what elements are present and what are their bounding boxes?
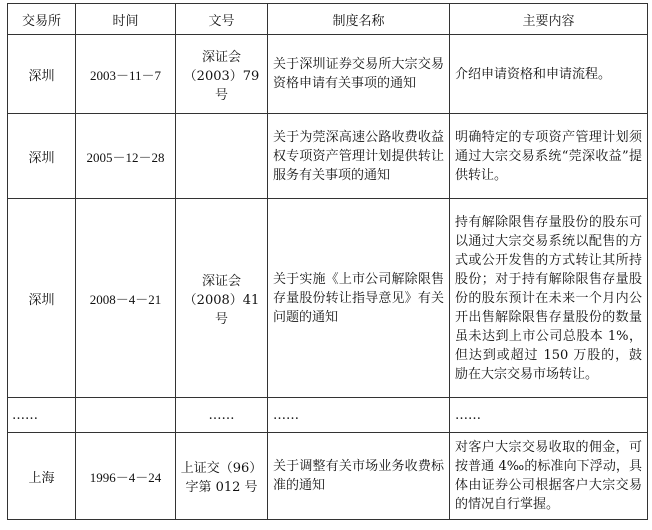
header-date: 时间 xyxy=(76,4,176,35)
table-row xyxy=(8,114,648,199)
main-content-cell: 介绍申请资格和申请流程。 xyxy=(450,35,648,114)
table-row xyxy=(8,398,648,433)
date-cell: 1996－4－24 xyxy=(76,433,176,520)
table-row xyxy=(8,35,648,114)
rule-name-cell: 关于深圳证券交易所大宗交易资格申请有关事项的通知 xyxy=(268,35,450,114)
rule-name-cell: 关于实施《上市公司解除限售存量股份转让指导意见》有关问题的通知 xyxy=(268,199,450,398)
exchange-cell: 深圳 xyxy=(8,199,76,398)
docno-cell xyxy=(176,114,268,199)
rule-name-cell: …… xyxy=(268,398,450,433)
table-header-row xyxy=(8,4,648,35)
date-cell: 2008－4－21 xyxy=(76,199,176,398)
table-row xyxy=(8,433,648,520)
header-exchange: 交易所 xyxy=(8,4,76,35)
docno-cell: 深证会（2003）79 号 xyxy=(176,35,268,114)
date-cell: 2005－12－28 xyxy=(76,114,176,199)
exchange-cell: …… xyxy=(8,398,76,433)
main-content-cell: 明确特定的专项资产管理计划须通过大宗交易系统“莞深收益”提供转让。 xyxy=(450,114,648,199)
rule-name-cell: 关于调整有关市场业务收费标准的通知 xyxy=(268,433,450,520)
main-content-cell: 对客户大宗交易收取的佣金，可按普通 4‰的标准向下浮动，具体由证券公司根据客户大宗交易的情况自行掌握。 xyxy=(450,433,648,520)
exchange-rules-table xyxy=(7,3,648,520)
docno-cell: 深证会（2008）41 号 xyxy=(176,199,268,398)
exchange-cell: 深圳 xyxy=(8,114,76,199)
date-cell xyxy=(76,398,176,433)
header-main-content: 主要内容 xyxy=(450,4,648,35)
table-row xyxy=(8,199,648,398)
main-content-cell: 持有解除限售存量股份的股东可以通过大宗交易系统以配售的方式或公开发售的方式转让其所持股份；对于持有解除限售存量股份的股东预计在未来一个月内公开出售解除限售存量股份的数量虽未达到上市公司总股本 1%，但达到或超过 150 万股的，鼓励在大宗交易市场转让。 xyxy=(450,199,648,398)
date-cell: 2003－11－7 xyxy=(76,35,176,114)
header-rule-name: 制度名称 xyxy=(268,4,450,35)
main-content-cell: …… xyxy=(450,398,648,433)
header-docno: 文号 xyxy=(176,4,268,35)
docno-cell: …… xyxy=(176,398,268,433)
exchange-cell: 上海 xyxy=(8,433,76,520)
exchange-cell: 深圳 xyxy=(8,35,76,114)
docno-cell: 上证交（96）字第 012 号 xyxy=(176,433,268,520)
rule-name-cell: 关于为莞深高速公路收费收益权专项资产管理计划提供转让服务有关事项的通知 xyxy=(268,114,450,199)
